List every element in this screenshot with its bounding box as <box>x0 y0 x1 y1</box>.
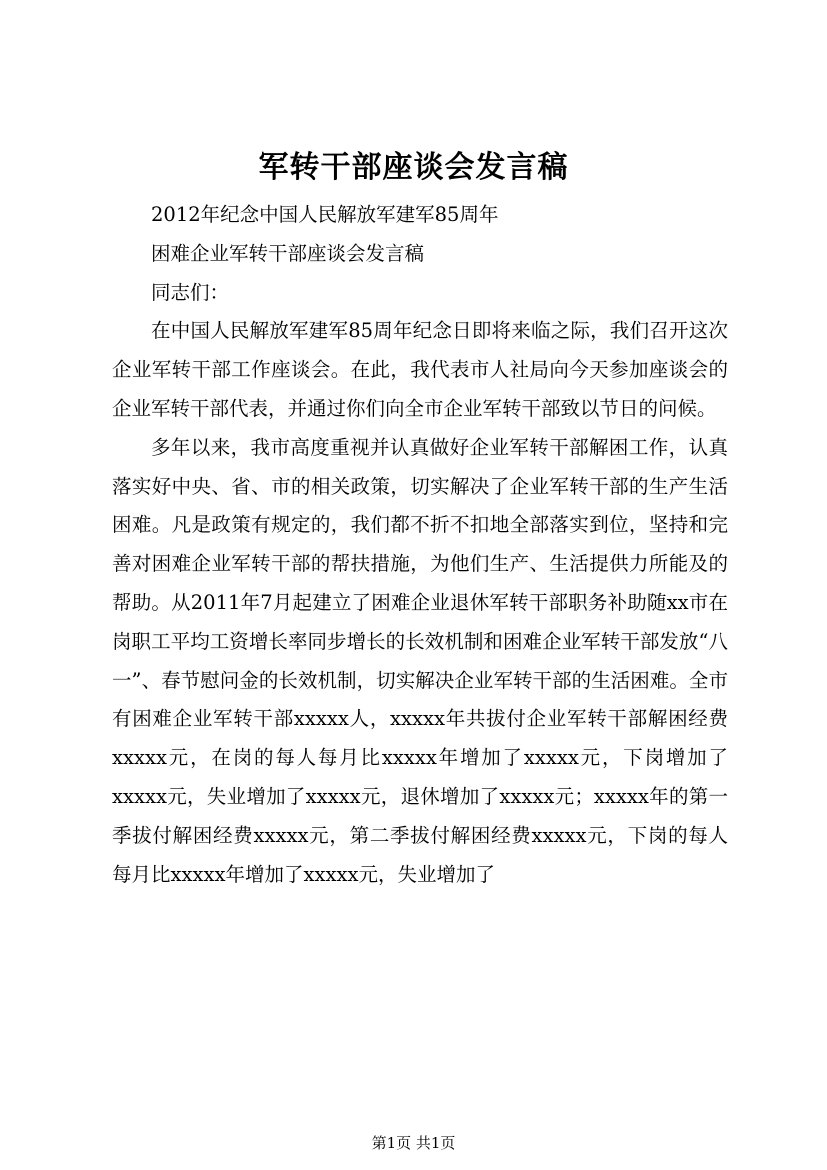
document-title: 军转干部座谈会发言稿 <box>258 150 569 185</box>
document-body <box>112 196 728 894</box>
page-number-footer: 第1页 共1页 <box>371 1134 456 1152</box>
paragraph-subtitle-1: 2012年纪念中国人民解放军建军85周年 <box>151 203 499 226</box>
paragraph-intro: 在中国人民解放军建军85周年纪念日即将来临之际，我们召开这次企业军转干部工作座谈会。在此，我代表市人社局向今天参加座谈会的企业军转干部代表，并通过你们向全市企业军转干部致以节日的问候。 <box>112 319 728 420</box>
paragraph-subtitle-2: 困难企业军转干部座谈会发言稿 <box>151 241 425 265</box>
paragraph-greeting: 同志们： <box>151 280 230 304</box>
paragraph-main: 多年以来，我市高度重视并认真做好企业军转干部解困工作，认真落实好中央、省、市的相关政策，切实解决了企业军转干部的生产生活困难。凡是政策有规定的，我们都不折不扣地全部落实到位，坚持和完善对困难企业军转干部的帮扶措施，为他们生产、生活提供力所能及的帮助。从2011年7月起建立了困难企业退休军转干部职务补助随xx市在岗职工平均工资增长率同步增长的长效机制和困难企业军转干部发放“八一”、春节慰问金的长效机制，切实解决企业军转干部的生活困难。全市有困难企业军转干部xxxxx人，xxxxx年共拔付企业军转干部解困经费xxxxx元，在岗的每人每月比xxxxx年增加了xxxxx元，下岗增加了xxxxx元，失业增加了xxxxx元，退休增加了xxxxx元；xxxxx年的第一季拔付解困经费xxxxx元，第二季拔付解困经费xxxxx元，下岗的每人每月比xxxxx年增加了xxxxx元，失业增加了 <box>112 435 728 886</box>
